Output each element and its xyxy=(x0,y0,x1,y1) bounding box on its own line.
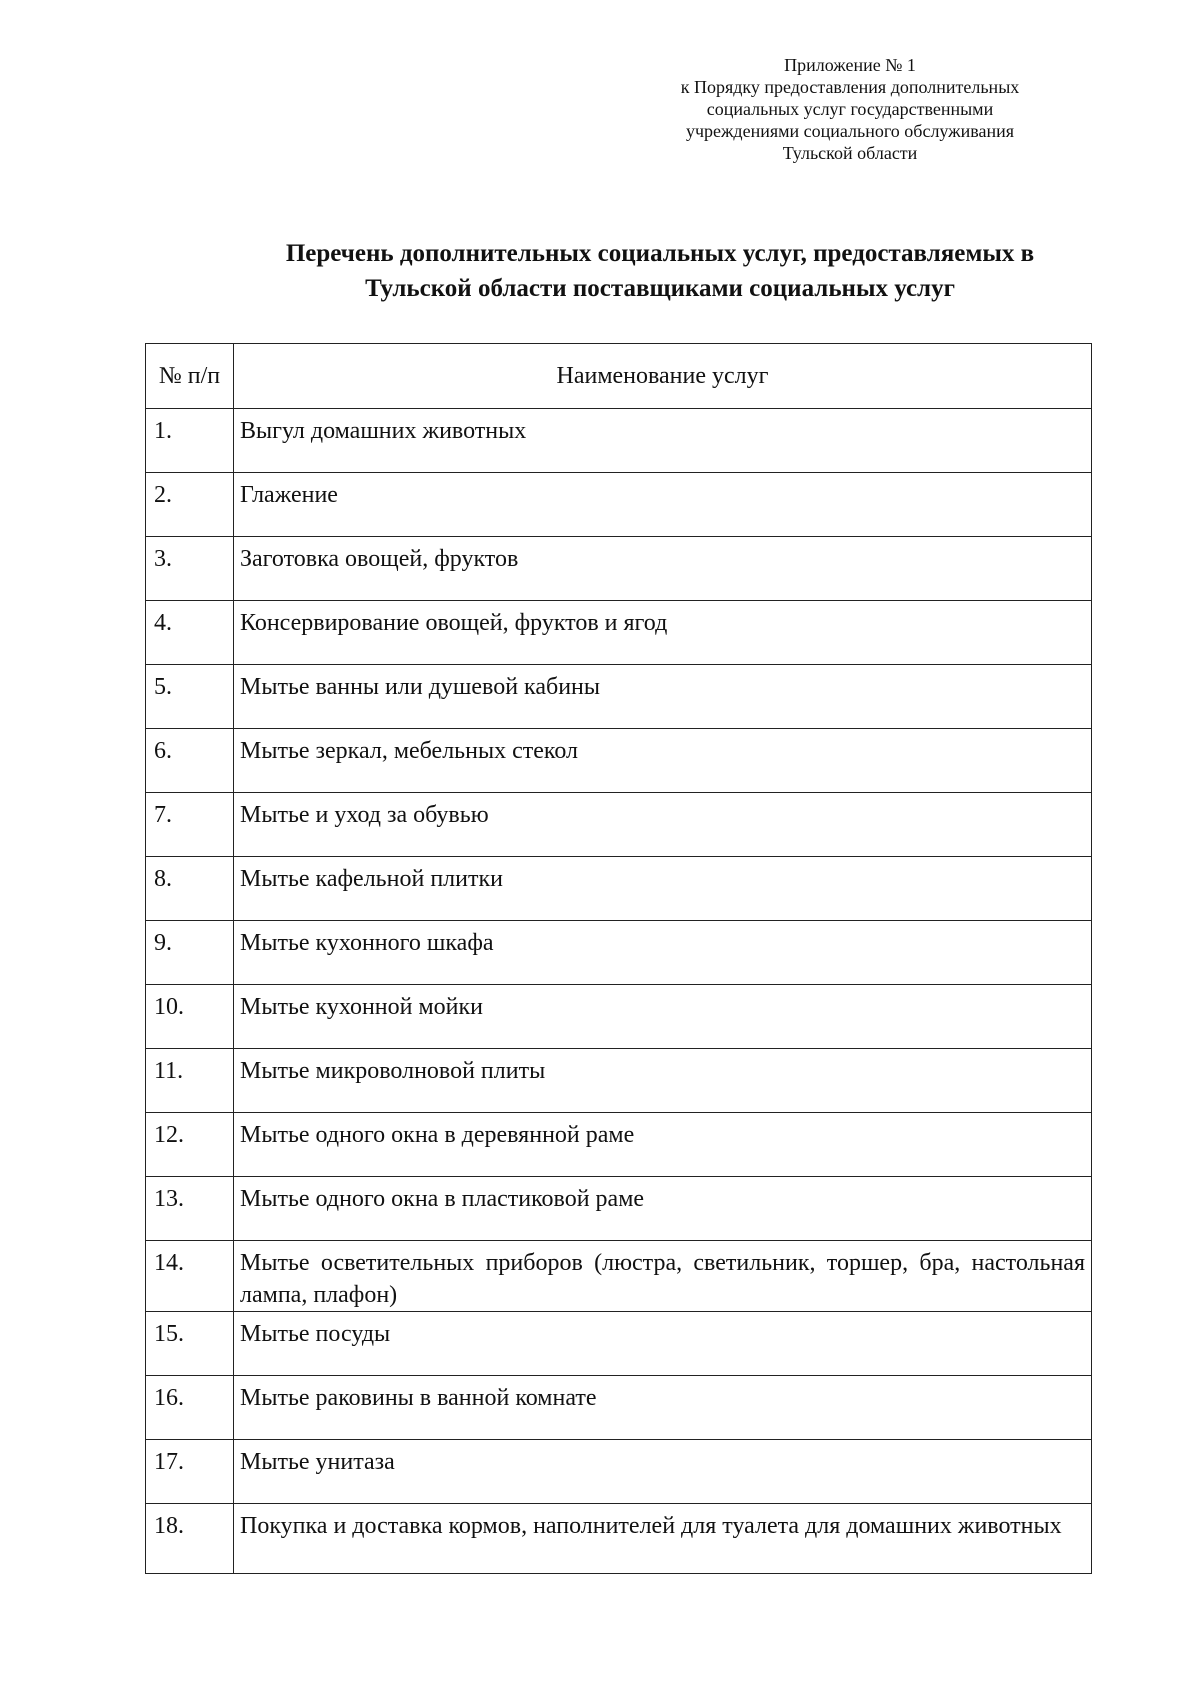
document-title xyxy=(140,236,1180,306)
table-row xyxy=(146,1376,1092,1440)
table-row xyxy=(146,473,1092,537)
table-row xyxy=(146,1049,1092,1113)
service-name: Выгул домашних животных xyxy=(234,409,1092,473)
row-number: 4. xyxy=(146,601,234,665)
service-name: Мытье кухонной мойки xyxy=(234,985,1092,1049)
table-row xyxy=(146,1440,1092,1504)
table-row xyxy=(146,1241,1092,1312)
row-number: 16. xyxy=(146,1376,234,1440)
services-table xyxy=(145,343,1092,1574)
service-name: Мытье унитаза xyxy=(234,1440,1092,1504)
table-row xyxy=(146,921,1092,985)
header-number: № п/п xyxy=(146,344,234,409)
row-number: 7. xyxy=(146,793,234,857)
table-row xyxy=(146,1113,1092,1177)
service-name: Консервирование овощей, фруктов и ягод xyxy=(234,601,1092,665)
table-row xyxy=(146,601,1092,665)
row-number: 12. xyxy=(146,1113,234,1177)
row-number: 8. xyxy=(146,857,234,921)
annex-line: Тульской области xyxy=(782,143,918,163)
table-row xyxy=(146,1177,1092,1241)
service-name: Мытье одного окна в деревянной раме xyxy=(234,1113,1092,1177)
service-name: Заготовка овощей, фруктов xyxy=(234,537,1092,601)
row-number: 5. xyxy=(146,665,234,729)
service-name: Покупка и доставка кормов, наполнителей для туалета для домашних животных xyxy=(234,1504,1092,1574)
annex-line: Приложение № 1 xyxy=(784,55,916,75)
annex-line: учреждениями социального обслуживания xyxy=(685,121,1015,141)
table-row xyxy=(146,1504,1092,1574)
service-name: Мытье ванны или душевой кабины xyxy=(234,665,1092,729)
table-header-row xyxy=(146,344,1092,409)
service-name: Мытье кафельной плитки xyxy=(234,857,1092,921)
table-row xyxy=(146,665,1092,729)
row-number: 1. xyxy=(146,409,234,473)
table-row xyxy=(146,537,1092,601)
header-name: Наименование услуг xyxy=(234,344,1092,409)
table-row xyxy=(146,857,1092,921)
row-number: 14. xyxy=(146,1241,234,1312)
service-name: Мытье зеркал, мебельных стекол xyxy=(234,729,1092,793)
table-row xyxy=(146,1312,1092,1376)
service-name: Мытье посуды xyxy=(234,1312,1092,1376)
table-row xyxy=(146,409,1092,473)
service-name: Мытье микроволновой плиты xyxy=(234,1049,1092,1113)
service-name: Мытье раковины в ванной комнате xyxy=(234,1376,1092,1440)
row-number: 11. xyxy=(146,1049,234,1113)
row-number: 18. xyxy=(146,1504,234,1574)
row-number: 2. xyxy=(146,473,234,537)
service-name: Мытье одного окна в пластиковой раме xyxy=(234,1177,1092,1241)
table-row xyxy=(146,793,1092,857)
service-name: Мытье кухонного шкафа xyxy=(234,921,1092,985)
table-row xyxy=(146,985,1092,1049)
title-line-2: Тульской области поставщиками социальных услуг xyxy=(365,275,955,302)
title-line-1: Перечень дополнительных социальных услуг, предоставляемых в xyxy=(285,240,1035,267)
service-name: Глажение xyxy=(234,473,1092,537)
service-name: Мытье и уход за обувью xyxy=(234,793,1092,857)
annex-line: к Порядку предоставления дополнительных xyxy=(680,77,1020,97)
row-number: 13. xyxy=(146,1177,234,1241)
row-number: 3. xyxy=(146,537,234,601)
row-number: 6. xyxy=(146,729,234,793)
annex-line: социальных услуг государственными xyxy=(706,99,994,119)
row-number: 17. xyxy=(146,1440,234,1504)
table-row xyxy=(146,729,1092,793)
row-number: 10. xyxy=(146,985,234,1049)
row-number: 15. xyxy=(146,1312,234,1376)
service-name: Мытье осветительных приборов (люстра, светильник, торшер, бра, настольная лампа, плафон) xyxy=(234,1241,1092,1312)
row-number: 9. xyxy=(146,921,234,985)
annex-note xyxy=(610,54,1090,164)
